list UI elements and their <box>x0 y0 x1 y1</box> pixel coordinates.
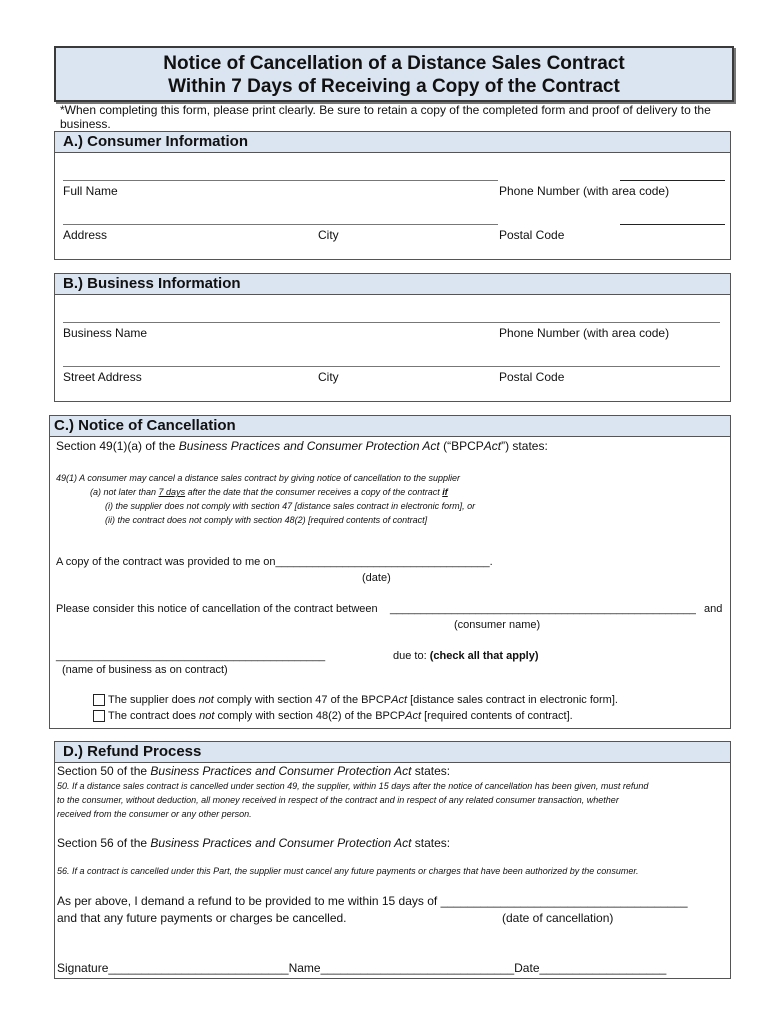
business-name-blank[interactable]: ____________________________________________ <box>56 650 326 662</box>
form-title-box <box>54 46 734 102</box>
street-address-label: Street Address <box>63 370 142 384</box>
copy-date-label: (date) <box>362 572 391 584</box>
street-address-line[interactable] <box>63 366 720 367</box>
section-d-heading: D.) Refund Process <box>55 742 730 763</box>
consumer-phone-label: Phone Number (with area code) <box>499 184 670 198</box>
section-consumer-information <box>54 131 731 260</box>
form-title-line-1: Notice of Cancellation of a Distance Sales Contract <box>163 53 625 74</box>
quote-50-line-2: to the consumer, without deduction, all money received in respect of the contract and in respect of any related consumer transaction, whether <box>57 795 619 805</box>
signature-blank[interactable]: ___________________________ <box>108 961 289 975</box>
business-name-label: Business Name <box>63 326 148 340</box>
copy-provided-text: A copy of the contract was provided to me on___________________________________. <box>56 556 493 568</box>
name-blank[interactable]: _____________________________ <box>320 961 515 975</box>
check-contract-section-48-label: The contract does not comply with section 48(2) of the BPCPAct [required contents of contract]. <box>108 710 573 722</box>
check-supplier-section-47[interactable] <box>93 694 105 706</box>
check-contract-section-48[interactable] <box>93 710 105 722</box>
consumer-city-label: City <box>318 228 339 242</box>
section-a-heading: A.) Consumer Information <box>55 132 730 153</box>
quote-49-1-a-i: (i) the supplier does not comply with section 47 [distance sales contract in electronic form], or <box>105 501 476 511</box>
check-supplier-section-47-label: The supplier does not comply with section 47 of the BPCPAct [distance sales contract in electronic form]. <box>108 694 618 706</box>
date-of-cancellation-label: (date of cancellation) <box>502 911 614 925</box>
consumer-postal-label: Postal Code <box>499 228 565 242</box>
quote-50-line-3: received from the consumer or any other person. <box>57 809 252 819</box>
section-b-heading: B.) Business Information <box>55 274 730 295</box>
name-of-business-label: (name of business as on contract) <box>62 664 228 676</box>
section-business-information <box>54 273 731 402</box>
section-c-heading: C.) Notice of Cancellation <box>50 416 730 437</box>
section-49-intro: Section 49(1)(a) of the Business Practices and Consumer Protection Act (“BPCPAct”) states: <box>56 439 548 453</box>
business-name-line[interactable] <box>63 322 720 323</box>
full-name-label: Full Name <box>63 184 118 198</box>
due-to-text: due to: (check all that apply) <box>393 650 539 662</box>
refund-demand-line-1: As per above, I demand a refund to be provided to me within 15 days of _____________________________________ <box>57 894 688 908</box>
business-phone-label: Phone Number (with area code) <box>499 326 670 340</box>
date-of-cancellation-blank[interactable]: _____________________________________ <box>440 894 688 908</box>
form-title-line-2: Within 7 Days of Receiving a Copy of the Contract <box>168 76 620 97</box>
section-refund-process <box>54 741 731 979</box>
date-blank[interactable]: ___________________ <box>539 961 667 975</box>
address-label: Address <box>63 228 108 242</box>
consumer-phone-line[interactable] <box>620 180 725 181</box>
quote-50-line-1: 50. If a distance sales contract is cancelled under section 49, the supplier, within 15 days after the notice of cancellation has been given, must refund <box>57 781 649 791</box>
quote-56: 56. If a contract is cancelled under this Part, the supplier must cancel any future payments or charges that have been authorized by the consumer. <box>57 866 639 876</box>
quote-49-1: 49(1) A consumer may cancel a distance sales contract by giving notice of cancellation to the supplier <box>56 473 461 483</box>
instructions-note: *When completing this form, please print clearly. Be sure to retain a copy of the completed form and proof of delivery to the business. <box>60 103 711 131</box>
consumer-postal-line[interactable] <box>620 224 725 225</box>
consider-text: Please consider this notice of cancellation of the contract between <box>56 603 378 615</box>
consumer-name-blank[interactable]: __________________________________________________ <box>390 603 696 615</box>
business-postal-label: Postal Code <box>499 370 565 384</box>
full-name-line[interactable] <box>63 180 498 181</box>
signature-row: Signature___________________________Name_____________________________Date___________________ <box>57 961 667 975</box>
section-50-intro: Section 50 of the Business Practices and Consumer Protection Act states: <box>57 764 451 778</box>
refund-demand-line-2: and that any future payments or charges be cancelled. <box>57 911 347 925</box>
consumer-name-label: (consumer name) <box>454 619 541 631</box>
and-text: and <box>704 603 723 615</box>
quote-49-1-a: (a) not later than 7 days after the date that the consumer receives a copy of the contract if <box>90 487 448 497</box>
copy-date-blank[interactable]: ___________________________________. <box>275 556 493 568</box>
section-notice-of-cancellation <box>49 415 731 729</box>
business-city-label: City <box>318 370 339 384</box>
quote-49-1-a-ii: (ii) the contract does not comply with section 48(2) [required contents of contract] <box>105 515 428 525</box>
address-line[interactable] <box>63 224 498 225</box>
section-56-intro: Section 56 of the Business Practices and Consumer Protection Act states: <box>57 836 451 850</box>
